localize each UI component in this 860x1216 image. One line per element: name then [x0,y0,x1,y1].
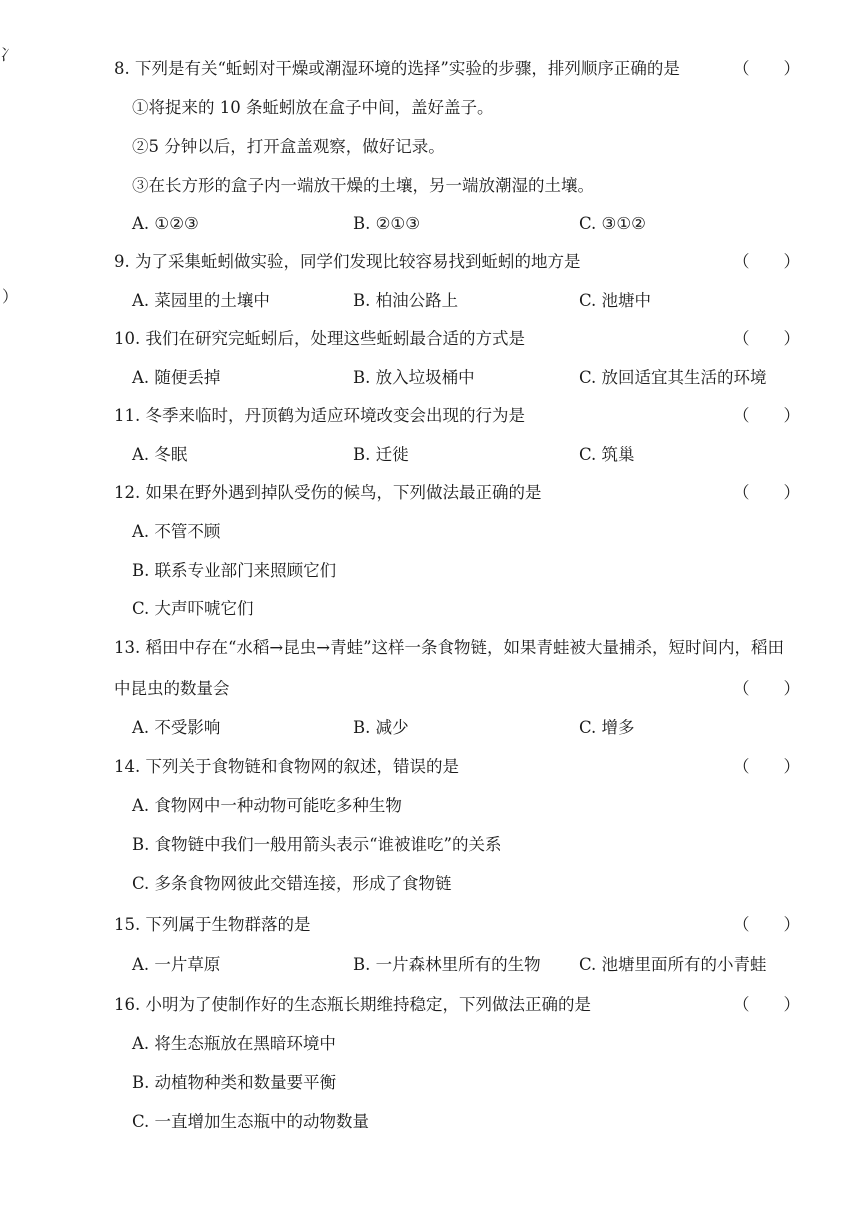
answer-parenthesis[interactable]: （） [733,483,834,502]
option-a[interactable]: A. 冬眠 [132,445,188,464]
answer-parenthesis[interactable]: （） [733,679,834,698]
question-8-stem [114,57,834,81]
answer-parenthesis[interactable]: （） [733,915,834,934]
question-text: 8. 下列是有关“蚯蚓对干燥或潮湿环境的选择”实验的步骤，排列顺序正确的是 [114,59,680,78]
question-10-options [132,366,800,390]
question-12-option-c[interactable]: C. 大声吓唬它们 [132,599,254,618]
option-a[interactable]: A. 随便丢掉 [132,368,221,387]
answer-parenthesis[interactable]: （） [733,406,834,425]
question-11-options [132,443,800,467]
question-text: 12. 如果在野外遇到掉队受伤的候鸟，下列做法最正确的是 [114,483,542,502]
question-text: 9. 为了采集蚯蚓做实验，同学们发现比较容易找到蚯蚓的地方是 [114,252,581,271]
question-14-option-c[interactable]: C. 多条食物网彼此交错连接，形成了食物链 [132,874,452,893]
option-b[interactable]: B. 减少 [353,718,409,737]
option-c[interactable]: C. 放回适宜其生活的环境 [579,368,767,387]
question-text: 15. 下列属于生物群落的是 [114,915,311,934]
question-16-option-c[interactable]: C. 一直增加生态瓶中的动物数量 [132,1112,370,1131]
option-b[interactable]: B. 柏油公路上 [353,291,459,310]
answer-parenthesis[interactable]: （） [733,329,834,348]
question-12-option-b[interactable]: B. 联系专业部门来照顾它们 [132,561,337,580]
question-16-option-a[interactable]: A. 将生态瓶放在黑暗环境中 [132,1034,336,1053]
answer-parenthesis[interactable]: （） [733,59,834,78]
option-c[interactable]: C. ③①② [579,214,646,233]
edge-mark-top: 冫 [0,45,17,64]
option-b[interactable]: B. ②①③ [353,214,420,233]
question-8-step-1: ①将捉来的 10 条蚯蚓放在盒子中间，盖好盖子。 [132,98,494,117]
option-a[interactable]: A. 菜园里的土壤中 [132,291,270,310]
option-a[interactable]: A. 不受影响 [132,718,221,737]
question-11-stem [114,404,834,428]
question-text: 11. 冬季来临时，丹顶鹤为适应环境改变会出现的行为是 [114,406,525,425]
question-15-stem [114,913,834,937]
question-12-option-a[interactable]: A. 不管不顾 [132,522,221,541]
edge-mark-middle: ） [2,287,19,306]
option-c[interactable]: C. 筑巢 [579,445,635,464]
question-13-stem: 13. 稻田中存在“水稻→昆虫→青蛙”这样一条食物链，如果青蛙被大量捕杀，短时间内，稻田 [114,638,785,657]
question-14-stem [114,755,834,779]
option-c[interactable]: C. 增多 [579,718,635,737]
option-c[interactable]: C. 池塘中 [579,291,652,310]
question-15-options [132,953,800,977]
answer-parenthesis[interactable]: （） [733,995,834,1014]
question-text: 16. 小明为了使制作好的生态瓶长期维持稳定，下列做法正确的是 [114,995,591,1014]
option-c[interactable]: C. 池塘里面所有的小青蛙 [579,955,767,974]
question-9-options [132,289,800,313]
option-a[interactable]: A. 一片草原 [132,955,221,974]
question-10-stem [114,327,834,351]
option-b[interactable]: B. 放入垃圾桶中 [353,368,475,387]
question-text: 10. 我们在研究完蚯蚓后，处理这些蚯蚓最合适的方式是 [114,329,525,348]
question-16-option-b[interactable]: B. 动植物种类和数量要平衡 [132,1073,337,1092]
option-b[interactable]: B. 迁徙 [353,445,409,464]
option-b[interactable]: B. 一片森林里所有的生物 [353,955,541,974]
answer-parenthesis[interactable]: （） [733,252,834,271]
question-8-step-3: ③在长方形的盒子内一端放干燥的土壤，另一端放潮湿的土壤。 [132,176,594,195]
question-16-stem [114,993,834,1017]
answer-parenthesis[interactable]: （） [733,757,834,776]
question-text: 14. 下列关于食物链和食物网的叙述，错误的是 [114,757,459,776]
question-13-stem-continued [114,677,834,701]
option-a[interactable]: A. ①②③ [132,214,199,233]
question-12-stem [114,481,834,505]
question-14-option-b[interactable]: B. 食物链中我们一般用箭头表示“谁被谁吃”的关系 [132,835,502,854]
question-text-continued: 中昆虫的数量会 [114,679,230,698]
question-13-options [132,716,800,740]
question-14-option-a[interactable]: A. 食物网中一种动物可能吃多种生物 [132,796,402,815]
question-9-stem [114,250,834,274]
question-8-step-2: ②5 分钟以后，打开盒盖观察，做好记录。 [132,137,445,156]
question-8-options [132,212,800,236]
